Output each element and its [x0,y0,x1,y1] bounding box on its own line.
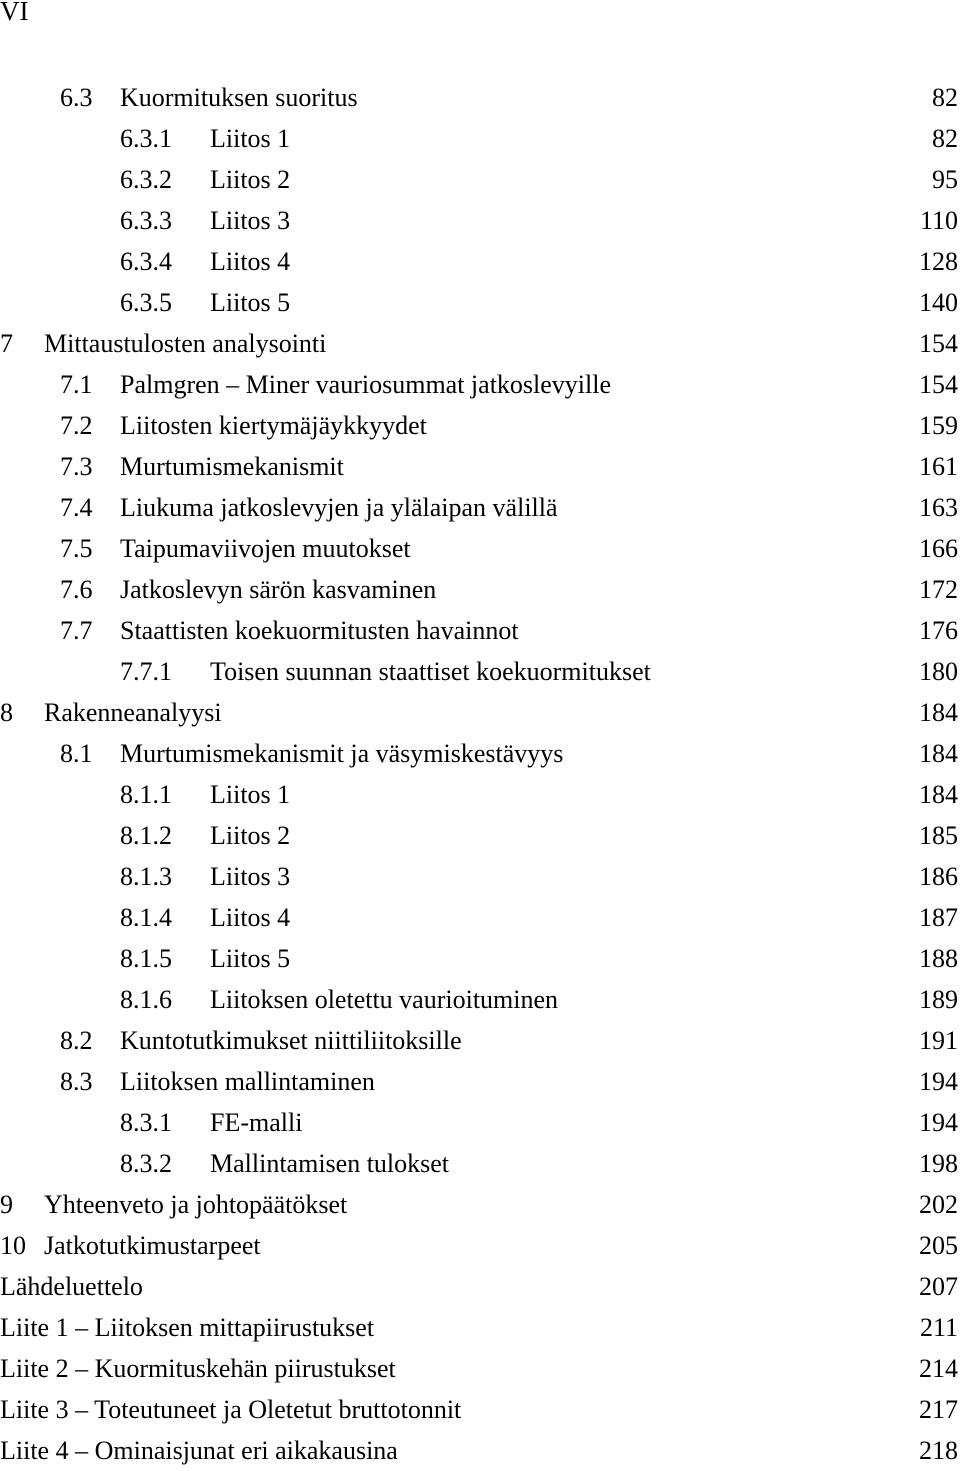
toc-entry-title: Mittaustulosten analysointi [44,329,327,358]
toc-entry-title: Murtumismekanismit [120,452,344,481]
toc-entry-title: Lähdeluettelo [0,1272,143,1301]
toc-entry-title: Liitos 4 [210,247,291,276]
toc-entry[interactable] [0,118,958,159]
toc-entry[interactable] [0,1102,958,1143]
toc-entry-page: 82 [932,124,958,153]
toc-entry-title: Liitos 1 [210,124,291,153]
toc-entry-title: Murtumismekanismit ja väsymiskestävyys [120,739,564,768]
toc-entry-number: 8.1.5 [120,944,172,973]
toc-entry-page: 159 [919,411,958,440]
toc-entry-page: 110 [919,206,958,235]
toc-entry-page: 184 [919,780,958,809]
page-number: VI [0,0,29,26]
toc-entry[interactable] [0,610,958,651]
toc-entry-number: 6.3 [60,83,93,112]
toc-entry-title: Liitosten kiertymäjäykkyydet [120,411,427,440]
toc-entry-title: Yhteenveto ja johtopäätökset [44,1190,348,1219]
toc-entry-number: 7.1 [60,370,93,399]
toc-entry-page: 163 [919,493,958,522]
toc-entry-title: Liitoksen oletettu vaurioituminen [210,985,559,1014]
toc-entry-page: 188 [919,944,958,973]
toc-entry-page: 191 [919,1026,958,1055]
toc-entry-page: 218 [919,1436,958,1465]
toc-entry-title: Jatkoslevyn särön kasvaminen [120,575,437,604]
toc-entry[interactable] [0,733,958,774]
toc-entry-page: 187 [919,903,958,932]
toc-entry[interactable] [0,651,958,692]
toc-entry-number: 8.1.6 [120,985,172,1014]
toc-entry-number: 8.3 [60,1067,93,1096]
toc-entry[interactable] [0,856,958,897]
toc-entry-title: Taipumaviivojen muutokset [120,534,411,563]
toc-entry-page: 166 [919,534,958,563]
toc-entry-title: Toisen suunnan staattiset koekuormitukset [210,657,651,686]
toc-entry-number: 8.1.1 [120,780,172,809]
toc-entry-page: 154 [919,329,958,358]
toc-entry-page: 211 [919,1313,958,1342]
toc-entry-number: 8.1.3 [120,862,172,891]
toc-entry[interactable] [0,1348,958,1389]
toc-entry[interactable] [0,569,958,610]
toc-entry-page: 172 [919,575,958,604]
toc-entry-number: 8.3.1 [120,1108,172,1137]
toc-entry[interactable] [0,446,958,487]
toc-entry-page: 95 [932,165,958,194]
table-of-contents [0,77,958,1471]
toc-entry-number: 6.3.5 [120,288,172,317]
toc-entry[interactable] [0,1225,958,1266]
toc-entry-page: 189 [919,985,958,1014]
toc-entry[interactable] [0,979,958,1020]
toc-entry-title: Mallintamisen tulokset [210,1149,450,1178]
toc-entry-number: 6.3.2 [120,165,172,194]
toc-entry[interactable] [0,487,958,528]
toc-entry-page: 128 [919,247,958,276]
toc-entry-page: 207 [919,1272,958,1301]
toc-entry-page: 161 [919,452,958,481]
toc-entry-number: 7.7 [60,616,93,645]
toc-entry-title: Liitos 3 [210,206,291,235]
toc-entry-number: 7.6 [60,575,93,604]
toc-entry-title: Liitos 2 [210,821,291,850]
toc-entry-number: 7.3 [60,452,93,481]
toc-entry-title: Liite 3 – Toteutuneet ja Oletetut bruttotonnit [0,1395,462,1424]
toc-entry-title: Liitoksen mallintaminen [120,1067,375,1096]
toc-entry-number: 8.1.4 [120,903,172,932]
toc-entry-page: 184 [919,739,958,768]
toc-entry-page: 186 [919,862,958,891]
toc-entry-title: Liitos 4 [210,903,291,932]
toc-entry-page: 198 [919,1149,958,1178]
toc-entry[interactable] [0,938,958,979]
toc-entry-page: 194 [919,1108,958,1137]
toc-entry-title: Liitos 3 [210,862,291,891]
toc-entry-number: 6.3.4 [120,247,172,276]
toc-entry-title: Liitos 1 [210,780,291,809]
toc-entry[interactable] [0,1389,958,1430]
toc-entry[interactable] [0,364,958,405]
toc-entry-page: 180 [919,657,958,686]
toc-entry-title: Liite 1 – Liitoksen mittapiirustukset [0,1313,375,1342]
toc-entry-page: 176 [919,616,958,645]
toc-entry-title: Staattisten koekuormitusten havainnot [120,616,519,645]
toc-entry[interactable] [0,282,958,323]
toc-entry[interactable] [0,1266,958,1307]
toc-entry-number: 6.3.1 [120,124,172,153]
toc-entry[interactable] [0,774,958,815]
toc-entry-title: Palmgren – Miner vauriosummat jatkoslevyille [120,370,612,399]
toc-entry-page: 184 [919,698,958,727]
toc-entry[interactable] [0,1143,958,1184]
toc-entry[interactable] [0,159,958,200]
toc-entry-number: 8.3.2 [120,1149,172,1178]
toc-entry[interactable] [0,1307,958,1348]
toc-entry-title: Jatkotutkimustarpeet [44,1231,261,1260]
toc-entry[interactable] [0,1061,958,1102]
toc-entry-title: Liukuma jatkoslevyjen ja ylälaipan välillä [120,493,558,522]
toc-entry-number: 7.4 [60,493,93,522]
toc-entry-page: 185 [919,821,958,850]
toc-entry-number: 7.7.1 [120,657,172,686]
toc-entry-number: 10 [0,1231,26,1260]
toc-entry[interactable] [0,528,958,569]
toc-entry-number: 8.1 [60,739,93,768]
toc-entry-number: 9 [0,1190,13,1219]
toc-entry[interactable] [0,692,958,733]
toc-entry[interactable] [0,241,958,282]
toc-entry[interactable] [0,77,958,118]
toc-entry-page: 194 [919,1067,958,1096]
toc-entry[interactable] [0,405,958,446]
toc-entry-page: 154 [919,370,958,399]
toc-entry-number: 6.3.3 [120,206,172,235]
toc-entry-title: Liite 2 – Kuormituskehän piirustukset [0,1354,396,1383]
toc-entry-page: 140 [919,288,958,317]
toc-entry-title: FE-malli [210,1108,303,1137]
toc-entry-title: Liitos 5 [210,288,291,317]
toc-entry-title: Kuntotutkimukset niittiliitoksille [120,1026,462,1055]
toc-entry-page: 217 [919,1395,958,1424]
toc-entry-number: 7.2 [60,411,93,440]
toc-entry[interactable] [0,1430,958,1471]
toc-entry-number: 8.2 [60,1026,93,1055]
toc-entry[interactable] [0,1020,958,1061]
toc-entry[interactable] [0,815,958,856]
toc-entry-page: 205 [919,1231,958,1260]
toc-entry-title: Liite 4 – Ominaisjunat eri aikakausina [0,1436,398,1465]
toc-entry-title: Liitos 5 [210,944,291,973]
toc-entry-page: 82 [932,83,958,112]
toc-entry-page: 202 [919,1190,958,1219]
toc-entry[interactable] [0,323,958,364]
toc-entry-title: Liitos 2 [210,165,291,194]
toc-entry[interactable] [0,1184,958,1225]
toc-entry[interactable] [0,200,958,241]
toc-entry[interactable] [0,897,958,938]
toc-entry-number: 8.1.2 [120,821,172,850]
toc-entry-number: 7.5 [60,534,93,563]
toc-entry-number: 8 [0,698,13,727]
toc-entry-title: Kuormituksen suoritus [120,83,358,112]
toc-entry-page: 214 [919,1354,958,1383]
toc-entry-number: 7 [0,329,13,358]
toc-entry-title: Rakenneanalyysi [44,698,222,727]
